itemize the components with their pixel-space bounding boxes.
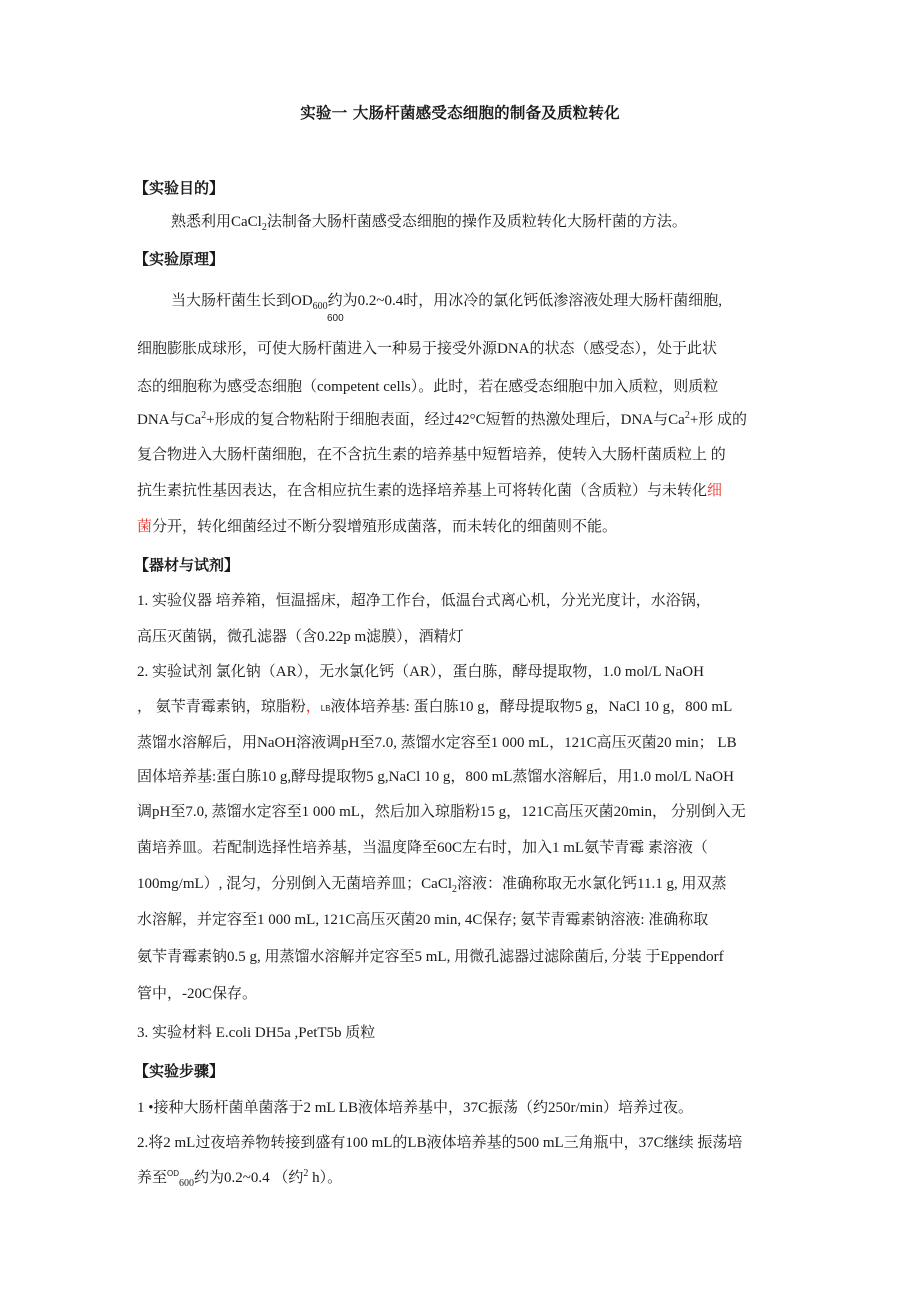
principle-line-4 bbox=[137, 410, 747, 430]
materials-item-2-line-2 bbox=[137, 697, 732, 719]
materials-item-2-line-5: 调pH至7.0, 蒸馏水定容至1 000 mL，然后加入琼脂粉15 g，121C高压灭菌20min， 分别倒入无 bbox=[137, 804, 746, 820]
od-subscript: 600 bbox=[312, 301, 328, 312]
od-note: 600 bbox=[327, 313, 344, 324]
document-title: 实验一 大肠杆菌感受态细胞的制备及质粒转化 bbox=[300, 104, 620, 122]
materials-item-2-line-6: 菌培养皿。若配制选择性培养基，当温度降至60C左右时，加入1 mL氨苄青霉 素溶液（ bbox=[137, 840, 708, 856]
materials-item-2-line-10: 管中，-20C保存。 bbox=[137, 986, 258, 1002]
principle-line-1 bbox=[171, 291, 722, 311]
principle-line-4-a: DNA与Ca bbox=[137, 412, 202, 428]
materials-item-2-line-4: 固体培养基:蛋白胨10 g,酵母提取物5 g,NaCl 10 g，800 mL蒸馏水溶解后，用1.0 mol/L NaOH bbox=[137, 769, 734, 785]
principle-line-7-post: 分开，转化细菌经过不断分裂增殖形成菌落，而未转化的细菌则不能。 bbox=[152, 519, 618, 535]
highlighted-comma: ， bbox=[305, 699, 321, 715]
purpose-text-pre: 熟悉利用CaCl bbox=[171, 214, 262, 230]
step-2-line-1: 2.将2 mL过夜培养物转接到盛有100 mL的LB液体培养基的500 mL三角瓶中，37C继续 振荡培 bbox=[137, 1135, 743, 1151]
cacl2-subscript: 2 bbox=[452, 884, 458, 895]
materials-item-2-line-3: 蒸馏水溶解后，用NaOH溶液调pH至7.0, 蒸馏水定容至1 000 mL，121C高压灭菌20 min； LB bbox=[137, 735, 737, 751]
highlighted-text: 细 bbox=[707, 483, 723, 499]
step-2-line-2-b: 约为0.2~0.4 （约 bbox=[194, 1170, 304, 1186]
section-heading-steps: 【实验步骤】 bbox=[134, 1062, 225, 1080]
materials-item-1-line-1: 1. 实验仪器 培养箱，恒温摇床，超净工作台，低温台式离心机，分光光度计，水浴锅， bbox=[137, 593, 711, 609]
principle-line-1-pre: 当大肠杆菌生长到OD bbox=[171, 293, 313, 309]
materials-item-2-line-7-post: 溶液：准确称取无水氯化钙11.1 g, 用双蒸 bbox=[457, 876, 727, 892]
principle-line-6 bbox=[137, 481, 722, 501]
materials-item-1-line-2: 高压灭菌锅，微孔滤器（含0.22p m滤膜），酒精灯 bbox=[137, 629, 464, 645]
section-heading-principle: 【实验原理】 bbox=[134, 250, 225, 268]
section-heading-purpose: 【实验目的】 bbox=[134, 179, 225, 197]
materials-item-2-line-2-b: 液体培养基: 蛋白胨10 g，酵母提取物5 g，NaCl 10 g，800 mL bbox=[330, 699, 733, 715]
purpose-subscript: 2 bbox=[261, 222, 267, 233]
purpose-text-post: 法制备大肠杆菌感受态细胞的操作及质粒转化大肠杆菌的方法。 bbox=[266, 214, 687, 230]
step-2-line-2-a: 养至 bbox=[137, 1170, 168, 1186]
principle-line-6-pre: 抗生素抗性基因表达，在含相应抗生素的选择培养基上可将转化菌（含质粒）与未转化 bbox=[137, 483, 708, 499]
principle-line-7 bbox=[137, 517, 617, 537]
step-2-line-2-c: h）。 bbox=[308, 1170, 343, 1186]
highlighted-text: 菌 bbox=[137, 519, 153, 535]
principle-line-4-c: +形 成的 bbox=[689, 412, 748, 428]
calcium-superscript-2: 2 bbox=[684, 410, 690, 421]
principle-line-5: 复合物进入大肠杆菌细胞，在不含抗生素的培养基中短暂培养，使转入大肠杆菌质粒上 的 bbox=[137, 447, 726, 463]
calcium-superscript: 2 bbox=[201, 410, 207, 421]
step-2-line-2 bbox=[137, 1168, 342, 1188]
materials-item-2-line-7-pre: 100mg/mL）, 混匀，分别倒入无菌培养皿；CaCl bbox=[137, 876, 453, 892]
materials-item-2-line-9: 氨苄青霉素钠0.5 g, 用蒸馏水溶解并定容至5 mL, 用微孔滤器过滤除菌后, 分装 于Eppendorf bbox=[137, 949, 724, 965]
materials-item-2-line-2-a: ， 氨苄青霉素钠，琼脂粉 bbox=[137, 699, 306, 715]
principle-line-4-b: +形成的复合物粘附于细胞表面，经过42°C短暂的热激处理后，DNA与Ca bbox=[206, 412, 685, 428]
materials-item-3: 3. 实验材料 E.coli DH5a ,PetT5b 质粒 bbox=[137, 1025, 376, 1041]
principle-line-3: 态的细胞称为感受态细胞（competent cells）。此时，若在感受态细胞中加入质粒，则质粒 bbox=[137, 379, 719, 395]
od-superscript: OD bbox=[167, 1169, 180, 1178]
principle-line-2: 细胞膨胀成球形，可使大肠杆菌进入一种易于接受外源DNA的状态（感受态），处于此状 bbox=[137, 341, 718, 357]
materials-item-2-line-8: 水溶解，并定容至1 000 mL, 121C高压灭菌20 min, 4C保存; 氨苄青霉素钠溶液: 准确称取 bbox=[137, 912, 709, 928]
lb-tiny-label: LB bbox=[320, 704, 331, 713]
od-subscript: 600 bbox=[179, 1178, 195, 1189]
principle-line-1-post: 约为0.2~0.4时，用冰冷的氯化钙低渗溶液处理大肠杆菌细胞, bbox=[327, 293, 723, 309]
materials-item-2-line-1: 2. 实验试剂 氯化钠（AR），无水氯化钙（AR），蛋白胨，酵母提取物，1.0 mol/L NaOH bbox=[137, 664, 704, 680]
purpose-text bbox=[171, 212, 687, 232]
step-1: 1 •接种大肠杆菌单菌落于2 mL LB液体培养基中，37C振荡（约250r/min）培养过夜。 bbox=[137, 1100, 693, 1116]
section-heading-materials: 【器材与试剂】 bbox=[134, 556, 240, 574]
materials-item-2-line-7 bbox=[137, 874, 726, 894]
hours-superscript: 2 bbox=[303, 1168, 309, 1179]
